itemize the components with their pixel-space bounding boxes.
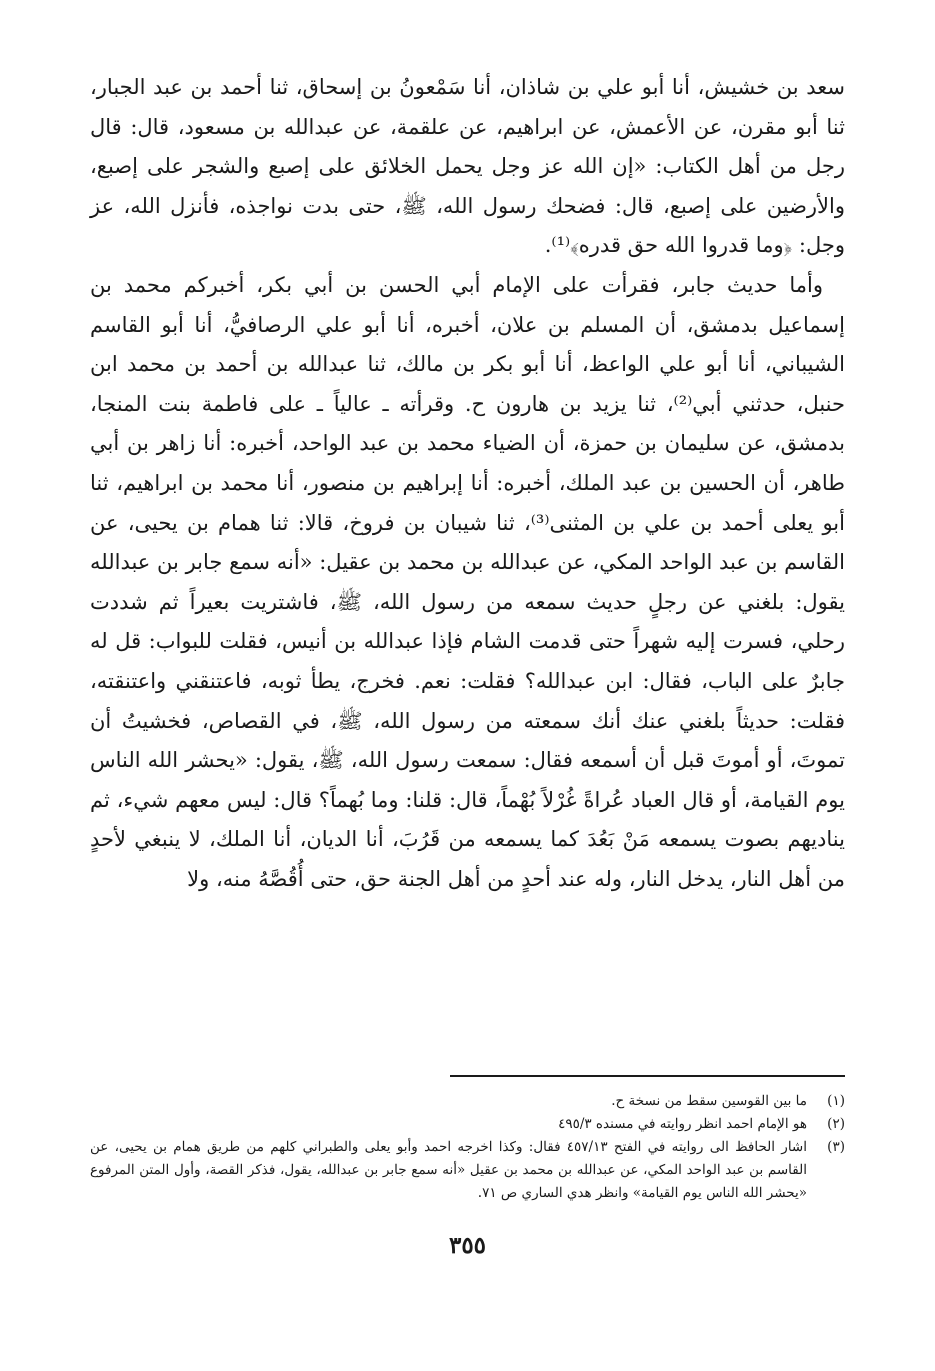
main-text: [90, 68, 845, 899]
footnotes: [90, 1090, 845, 1205]
footnote-3: [90, 1136, 845, 1205]
paragraph-2: وأما حديث جابر، فقرأت على الإمام أبي الحسن بن أبي بكر، أخبركم محمد بن إسماعيل بدمشق، أن المسلم بن علان، أخبره، أنا أبو علي الرصافيُّ، أنا أبو القاسم الشيباني، أنا أبو علي الواعظ، أنا أبو بكر بن مالك، ثنا عبدالله بن أحمد بن محمد ابن حنبل، حدثني أبي⁽²⁾، ثنا يزيد بن هارون ح. وقرأته ـ عالياً ـ على فاطمة بنت المنجا، بدمشق، عن سليمان بن حمزة، أن الضياء محمد بن عبد الواحد، أخبره: أنا زاهر بن أبي طاهر، أن الحسين بن عبد الملك، أخبره: أنا إبراهيم بن منصور، أنا محمد بن ابراهيم، ثنا أبو يعلى أحمد بن علي بن المثنى⁽³⁾، ثنا شيبان بن فروخ، قالا: ثنا همام بن يحيى، عن القاسم بن عبد الواحد المكي، عن عبدالله بن محمد بن عقيل: «أنه سمع جابر بن عبدالله يقول: بلغني عن رجلٍ حديث سمعه من رسول الله، ﷺ، فاشتريت بعيراً ثم شددت رحلي، فسرت إليه شهراً حتى قدمت الشام فإذا عبدالله بن أنيس، فقلت للبواب: قل له جابرٌ على الباب، فقال: ابن عبدالله؟ فقلت: نعم. فخرج، يطأ ثوبه، فاعتنقني واعتنقته، فقلت: حديثاً بلغني عنك أنك سمعته من رسول الله، ﷺ، في القصاص، فخشيتُ أن تموتَ، أو أموتَ قبل أن أسمعه فقال: سمعت رسول الله، ﷺ، يقول: «يحشر الله الناس يوم القيامة، أو قال العباد عُراةً غُرْلاً بُهْماً، قال: قلنا: وما بُهماً؟ قال: ليس معهم شيء، ثم يناديهم بصوت يسمعه مَنْ بَعُدَ كما يسمعه من قَرُبَ، أنا الديان، أنا الملك، لا ينبغي لأحدٍ من أهل النار، يدخل النار، وله عند أحدٍ من أهل الجنة حق، حتى أُقُصَّهُ منه، ولا: [90, 272, 845, 891]
page-body: [90, 68, 845, 899]
footnote-number: (١): [827, 1093, 845, 1109]
footnote-1: [90, 1090, 845, 1113]
footnote-text: ما بين القوسين سقط من نسخة ح.: [611, 1093, 807, 1109]
paragraph-1: سعد بن خشيش، أنا أبو علي بن شاذان، أنا سَمْعونُ بن إسحاق، ثنا أحمد بن عبد الجبار، ثنا أبو مقرن، عن الأعمش، عن ابراهيم، عن علقمة، عن عبدالله بن مسعود، قال: قال رجل من أهل الكتاب: «إن الله عز وجل يحمل الخلائق على إصبع والشجر على إصبع، والأرضين على إصبع، قال: فضحك رسول الله، ﷺ، حتى بدت نواجذه، فأنزل الله، عز وجل: ﴿وما قدروا الله حق قدره﴾⁽¹⁾.: [90, 75, 845, 258]
footnote-separator: [450, 1075, 845, 1077]
page-number: ٣٥٥: [448, 1232, 487, 1259]
footnote-number: (٢): [827, 1116, 845, 1132]
footnote-2: [90, 1113, 845, 1136]
footnote-text: اشار الحافظ الى روايته في الفتح ٤٥٧/١٣ فقال: وكذا اخرجه احمد وأبو يعلى والطبراني كلهم من طريق همام بن يحيى، عن القاسم بن عبد الواحد المكي، عن عبدالله بن محمد بن عقيل «أنه سمع جابر بن عبدالله، يقول، فذكر القصة، وأول المتن المرفوع «يحشر الله الناس يوم القيامة» وانظر هدي الساري ص ٧١.: [90, 1139, 807, 1201]
footnote-number: (٣): [827, 1139, 845, 1155]
footnote-text: هو الإمام احمد انظر روايته في مسنده ٤٩٥/٣: [558, 1116, 807, 1132]
